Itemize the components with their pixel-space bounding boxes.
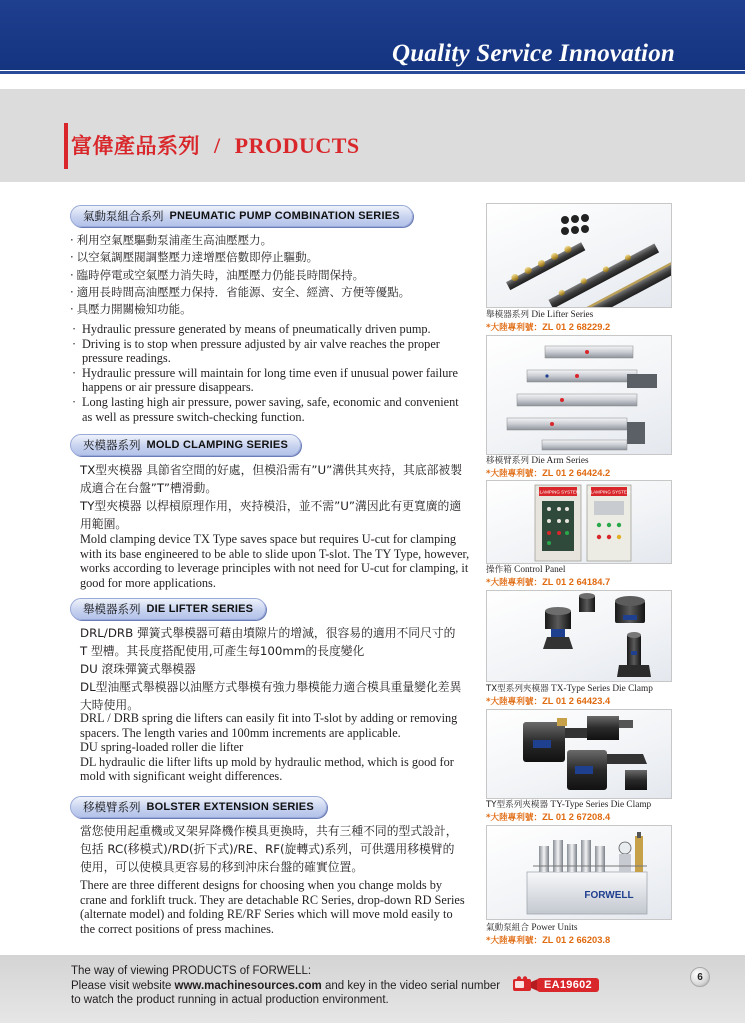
list-item: · Long lasting high air pressure, power saving, safe, economic and convenient as well as pressure switch-checking function. bbox=[70, 395, 470, 424]
page-title-zh: 富偉產品系列 bbox=[71, 134, 200, 158]
product-photo-die-arm bbox=[486, 335, 672, 455]
video-camera-icon bbox=[511, 976, 539, 993]
section-heading-en: BOLSTER EXTENSION SERIES bbox=[146, 801, 314, 813]
list-item: · Driving is to stop when pressure adjusted by air valve reaches the proper pressure readings. bbox=[70, 337, 470, 366]
list-item: · 適用長時間高油壓壓力保持．省能源、安全、經濟、方便等優點。 bbox=[70, 284, 410, 301]
footer-line-2-suffix: and key in the video serial number bbox=[321, 979, 501, 992]
product-caption-ty-clamp bbox=[486, 800, 651, 811]
forwell-logo: FORWELL bbox=[584, 890, 634, 901]
product-photo-die-lifter bbox=[486, 203, 672, 308]
caption-en: TY-Type Series Die Clamp bbox=[550, 800, 652, 810]
list-item: · 利用空氣壓驅動泵浦產生高油壓壓力。 bbox=[70, 232, 410, 249]
caption-zh: 移模臂系列 bbox=[486, 456, 529, 466]
bolster-en-text: There are three different designs for choosing when you change molds by crane and forklift truck. They are detachable RC Series, drop-down RD Series (alternate model) and folding RE/RF Series which will move mold easily to the correct positions of press machines. bbox=[80, 878, 465, 936]
website-link[interactable]: www.machinesources.com bbox=[174, 979, 322, 992]
caption-zh: 舉模器系列 bbox=[486, 310, 529, 320]
patent-value: ZL 01 2 64423.4 bbox=[542, 696, 611, 706]
caption-en: Die Arm Series bbox=[531, 456, 589, 466]
product-photo-control-panel bbox=[486, 480, 672, 564]
section-heading-mold-clamping bbox=[70, 434, 301, 456]
list-item: · 臨時停電或空氣壓力消失時，油壓壓力仍能長時間保持。 bbox=[70, 267, 410, 284]
product-photo-ty-clamp bbox=[486, 709, 672, 799]
patent-number bbox=[486, 811, 610, 823]
section-heading-en: DIE LIFTER SERIES bbox=[146, 603, 254, 615]
patent-number bbox=[486, 576, 610, 588]
caption-en: Power Units bbox=[531, 923, 578, 933]
section-heading-zh: 舉模器系列 bbox=[83, 602, 141, 616]
patent-label: *大陸專利號： bbox=[486, 936, 543, 946]
patent-value: ZL 01 2 66203.8 bbox=[542, 935, 611, 945]
patent-label: *大陸專利號： bbox=[486, 813, 543, 823]
footer-text bbox=[71, 964, 500, 1008]
pneumatic-zh-points bbox=[70, 232, 410, 318]
product-caption-power-units bbox=[486, 923, 578, 934]
section-heading-bolster bbox=[70, 796, 327, 818]
die-lifter-en-text: DRL / DRB spring die lifters can easily fit into T-slot by adding or removing spacers. The length varies and 100mm increments are applicable. DU spring-loaded roller die lifter DL hydraulic die lifter lifts up mold by hydraulic method, which is good for mold with significant weight differences. bbox=[80, 711, 458, 784]
page-title bbox=[71, 130, 360, 160]
page-title-en: PRODUCTS bbox=[234, 133, 360, 158]
pneumatic-en-points bbox=[70, 322, 470, 424]
list-item: · 具壓力開關檢知功能。 bbox=[70, 301, 410, 318]
section-heading-zh: 氣動泵組合系列 bbox=[83, 209, 164, 223]
caption-en: TX-Type Series Die Clamp bbox=[551, 684, 653, 694]
tagline: Quality Service Innovation bbox=[392, 40, 675, 67]
video-code: EA19602 bbox=[537, 978, 599, 992]
patent-number bbox=[486, 467, 610, 479]
footer-line-2-prefix: Please visit website bbox=[71, 979, 175, 992]
title-accent-bar bbox=[64, 123, 68, 169]
header-rule bbox=[0, 71, 745, 74]
patent-number bbox=[486, 321, 610, 333]
section-heading-zh: 移模臂系列 bbox=[83, 800, 141, 814]
header-band bbox=[0, 0, 745, 70]
patent-number bbox=[486, 934, 610, 946]
caption-zh: 氣動泵組合 bbox=[486, 923, 529, 933]
patent-value: ZL 01 2 64184.7 bbox=[542, 577, 611, 587]
caption-en: Control Panel bbox=[514, 565, 566, 575]
panel-label-right: CLAMPING SYSTEM bbox=[587, 489, 631, 495]
caption-en: Die Lifter Series bbox=[531, 310, 594, 320]
list-item: · 以空氣調壓閥調整壓力達增壓倍數即停止驅動。 bbox=[70, 249, 410, 266]
patent-label: *大陸專利號： bbox=[486, 469, 543, 479]
caption-zh: 操作箱 bbox=[486, 565, 512, 575]
product-caption-control-panel bbox=[486, 565, 566, 576]
caption-zh: TY型系列夾模器 bbox=[486, 800, 549, 810]
footer-line-1: The way of viewing PRODUCTS of FORWELL: bbox=[71, 965, 312, 977]
product-photo-tx-clamp bbox=[486, 590, 672, 682]
panel-label-left: CLAMPING SYSTEM bbox=[536, 489, 580, 495]
footer-line-2 bbox=[71, 979, 500, 994]
patent-label: *大陸專利號： bbox=[486, 323, 543, 333]
mold-clamping-en-text: Mold clamping device TX Type saves space but requires U-cut for clamping with its base engineered to be able to slide upon T-slot. The TY Type, however, works according to leverage principles with not need for U-cut for clamping, it good for more applications. bbox=[80, 532, 470, 590]
product-caption-die-lifter bbox=[486, 310, 593, 321]
video-code-badge bbox=[511, 976, 599, 993]
mold-clamping-zh-text: TX型夾模器 具節省空間的好處，但模沿需有”U”溝供其夾持，其底部被製成適合在台盤”T”槽滑動。 TY型夾模器 以桿槓原理作用，夾持模沿，並不需”U”溝因此有更寬廣的適用範圍。 bbox=[80, 463, 463, 531]
section-heading-en: MOLD CLAMPING SERIES bbox=[146, 439, 289, 451]
patent-number bbox=[486, 695, 610, 707]
section-heading-en: PNEUMATIC PUMP COMBINATION SERIES bbox=[169, 210, 400, 222]
footer-line-3: to watch the product running in actual production environment. bbox=[71, 994, 389, 1006]
section-heading-die-lifter bbox=[70, 598, 266, 620]
patent-value: ZL 01 2 64424.2 bbox=[542, 468, 611, 478]
page-title-separator: / bbox=[214, 133, 221, 158]
patent-label: *大陸專利號： bbox=[486, 578, 543, 588]
patent-label: *大陸專利號： bbox=[486, 697, 543, 707]
product-photo-power-units bbox=[486, 825, 672, 920]
section-heading-zh: 夾模器系列 bbox=[83, 438, 141, 452]
section-heading-pneumatic bbox=[70, 205, 413, 227]
product-caption-tx-clamp bbox=[486, 684, 653, 695]
patent-value: ZL 01 2 68229.2 bbox=[542, 322, 611, 332]
list-item: · Hydraulic pressure generated by means of pneumatically driven pump. bbox=[70, 322, 470, 337]
product-caption-die-arm bbox=[486, 456, 589, 467]
patent-value: ZL 01 2 67208.4 bbox=[542, 812, 611, 822]
page-number: 6 bbox=[690, 967, 710, 987]
caption-zh: TX型系列夾模器 bbox=[486, 684, 549, 694]
bolster-zh-text: 當您使用起重機或叉架昇降機作模具更換時，共有三種不同的型式設計，包括 RC(移模式)/RD(折下式)/RE、RF(旋轉式)系列，可供選用移模臂的使用，可以使模具更容易的移到沖床台盤的確實位置。 bbox=[80, 824, 458, 874]
die-lifter-zh-text: DRL/DRB 彈簧式舉模器可藉由墳隙片的增減，很容易的適用不同尺寸的 T 型槽。其長度搭配使用,可產生每100mm的長度變化 DU 滾珠彈簧式舉模器 DL型油壓式舉模器以油壓方式舉模有強力舉模能力適合模具重量變化差異大時使用。 bbox=[80, 626, 462, 712]
list-item: · Hydraulic pressure will maintain for long time even if unusual power failure happens or air pressure disappears. bbox=[70, 366, 470, 395]
